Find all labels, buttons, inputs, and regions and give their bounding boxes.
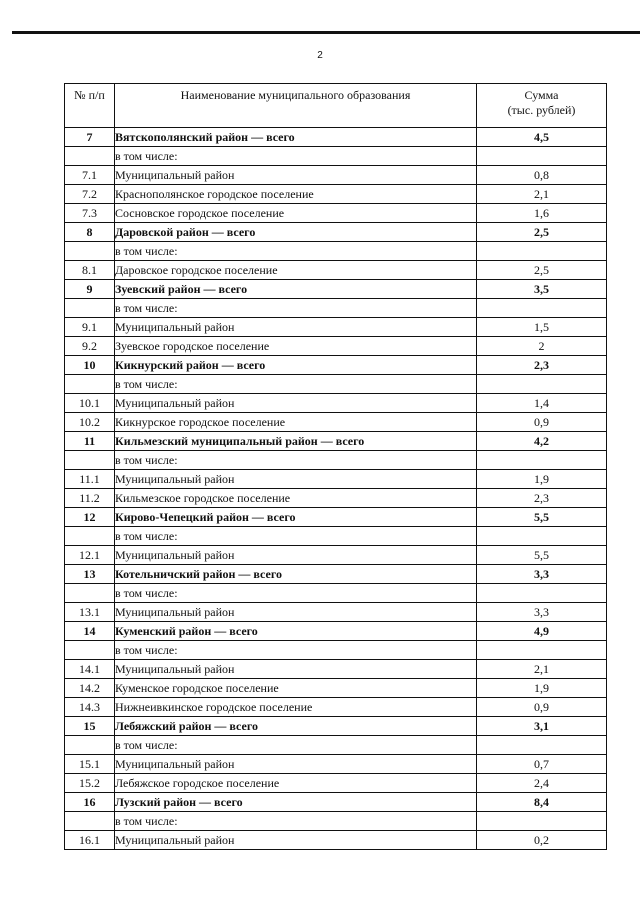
table-row-total — [65, 280, 607, 299]
row-name: в том числе: — [115, 299, 477, 318]
row-number — [65, 375, 115, 394]
row-sum: 3,3 — [477, 603, 607, 622]
table-row-subheading — [65, 375, 607, 394]
row-sum: 2,1 — [477, 185, 607, 204]
table-row — [65, 831, 607, 850]
row-sum — [477, 584, 607, 603]
budget-table — [64, 83, 607, 850]
row-name: Муниципальный район — [115, 470, 477, 489]
row-sum: 1,5 — [477, 318, 607, 337]
table-row-total — [65, 223, 607, 242]
row-number: 11 — [65, 432, 115, 451]
table-row — [65, 660, 607, 679]
header-num: № п/п — [65, 84, 115, 128]
row-number — [65, 812, 115, 831]
row-sum — [477, 375, 607, 394]
row-number: 16.1 — [65, 831, 115, 850]
row-number: 11.1 — [65, 470, 115, 489]
row-sum: 8,4 — [477, 793, 607, 812]
table-row — [65, 755, 607, 774]
row-name: Даровское городское поселение — [115, 261, 477, 280]
header-sum — [477, 84, 607, 128]
table-body — [65, 128, 607, 850]
row-sum — [477, 736, 607, 755]
row-number: 10.2 — [65, 413, 115, 432]
row-number: 15 — [65, 717, 115, 736]
table-row-total — [65, 622, 607, 641]
table-row-subheading — [65, 147, 607, 166]
row-name: Куменский район — всего — [115, 622, 477, 641]
table-header-row — [65, 84, 607, 128]
table-row-total — [65, 432, 607, 451]
table-row — [65, 261, 607, 280]
header-sum-line1: Сумма — [524, 88, 559, 102]
row-name: Муниципальный район — [115, 166, 477, 185]
table-row — [65, 318, 607, 337]
row-number: 14.2 — [65, 679, 115, 698]
row-sum: 1,9 — [477, 470, 607, 489]
table-row — [65, 679, 607, 698]
row-number: 14.3 — [65, 698, 115, 717]
table-row — [65, 774, 607, 793]
row-name: Муниципальный район — [115, 318, 477, 337]
table-row-total — [65, 565, 607, 584]
row-name: Даровской район — всего — [115, 223, 477, 242]
row-number — [65, 451, 115, 470]
row-name: Кильмезский муниципальный район — всего — [115, 432, 477, 451]
table-row-total — [65, 128, 607, 147]
row-number: 12 — [65, 508, 115, 527]
row-number: 16 — [65, 793, 115, 812]
row-sum: 2,4 — [477, 774, 607, 793]
row-sum: 2,5 — [477, 261, 607, 280]
row-sum — [477, 242, 607, 261]
row-number: 7.2 — [65, 185, 115, 204]
row-name: Кикнурский район — всего — [115, 356, 477, 375]
row-name: Котельничский район — всего — [115, 565, 477, 584]
row-name: Лузский район — всего — [115, 793, 477, 812]
row-number: 13.1 — [65, 603, 115, 622]
table-row-total — [65, 356, 607, 375]
row-sum: 3,1 — [477, 717, 607, 736]
row-number: 14.1 — [65, 660, 115, 679]
header-sum-line2: (тыс. рублей) — [507, 103, 576, 117]
row-sum: 4,9 — [477, 622, 607, 641]
row-name: Кикнурское городское поселение — [115, 413, 477, 432]
row-sum: 0,2 — [477, 831, 607, 850]
table-row-subheading — [65, 299, 607, 318]
row-sum — [477, 527, 607, 546]
row-name: в том числе: — [115, 736, 477, 755]
row-sum: 0,9 — [477, 413, 607, 432]
row-name: Краснополянское городское поселение — [115, 185, 477, 204]
table-row — [65, 394, 607, 413]
row-name: Муниципальный район — [115, 660, 477, 679]
table-row-subheading — [65, 451, 607, 470]
table-row-subheading — [65, 584, 607, 603]
row-sum: 1,6 — [477, 204, 607, 223]
table-row — [65, 698, 607, 717]
row-name: Зуевский район — всего — [115, 280, 477, 299]
table-row — [65, 337, 607, 356]
row-number: 9 — [65, 280, 115, 299]
row-number: 8 — [65, 223, 115, 242]
row-sum: 2,1 — [477, 660, 607, 679]
row-sum: 4,2 — [477, 432, 607, 451]
table-row — [65, 204, 607, 223]
table-row-subheading — [65, 242, 607, 261]
row-name: Вятскополянский район — всего — [115, 128, 477, 147]
table-row — [65, 470, 607, 489]
row-name: Муниципальный район — [115, 546, 477, 565]
row-number — [65, 299, 115, 318]
table-row — [65, 185, 607, 204]
row-sum: 0,9 — [477, 698, 607, 717]
row-sum — [477, 812, 607, 831]
table-row — [65, 546, 607, 565]
row-sum: 1,4 — [477, 394, 607, 413]
row-number — [65, 584, 115, 603]
row-name: Муниципальный район — [115, 394, 477, 413]
row-number — [65, 147, 115, 166]
table-row-total — [65, 793, 607, 812]
row-number: 13 — [65, 565, 115, 584]
row-sum: 5,5 — [477, 508, 607, 527]
row-name: Муниципальный район — [115, 831, 477, 850]
row-sum — [477, 641, 607, 660]
table-row-subheading — [65, 812, 607, 831]
row-sum — [477, 451, 607, 470]
row-number: 8.1 — [65, 261, 115, 280]
page-number: 2 — [317, 50, 323, 61]
table-row-subheading — [65, 527, 607, 546]
row-name: Лебяжский район — всего — [115, 717, 477, 736]
row-name: в том числе: — [115, 584, 477, 603]
row-number — [65, 736, 115, 755]
row-name: в том числе: — [115, 242, 477, 261]
row-number: 9.2 — [65, 337, 115, 356]
row-sum: 3,3 — [477, 565, 607, 584]
table-row — [65, 489, 607, 508]
table-row-total — [65, 717, 607, 736]
row-number: 14 — [65, 622, 115, 641]
row-sum: 2 — [477, 337, 607, 356]
row-number: 7 — [65, 128, 115, 147]
table-row-subheading — [65, 736, 607, 755]
row-sum — [477, 299, 607, 318]
row-sum: 4,5 — [477, 128, 607, 147]
row-number: 11.2 — [65, 489, 115, 508]
row-number: 7.3 — [65, 204, 115, 223]
row-name: в том числе: — [115, 641, 477, 660]
table-row — [65, 166, 607, 185]
row-number — [65, 641, 115, 660]
row-name: в том числе: — [115, 527, 477, 546]
header-rule — [12, 31, 640, 34]
table-row — [65, 603, 607, 622]
row-sum: 2,3 — [477, 356, 607, 375]
row-name: в том числе: — [115, 812, 477, 831]
row-sum: 5,5 — [477, 546, 607, 565]
row-number — [65, 527, 115, 546]
row-sum: 0,7 — [477, 755, 607, 774]
row-number — [65, 242, 115, 261]
row-sum: 2,3 — [477, 489, 607, 508]
table-row-subheading — [65, 641, 607, 660]
row-name: в том числе: — [115, 147, 477, 166]
row-sum: 2,5 — [477, 223, 607, 242]
table-row — [65, 413, 607, 432]
row-name: Сосновское городское поселение — [115, 204, 477, 223]
row-name: Зуевское городское поселение — [115, 337, 477, 356]
row-sum: 3,5 — [477, 280, 607, 299]
row-name: в том числе: — [115, 375, 477, 394]
row-name: Муниципальный район — [115, 603, 477, 622]
row-sum: 0,8 — [477, 166, 607, 185]
row-number: 7.1 — [65, 166, 115, 185]
row-number: 12.1 — [65, 546, 115, 565]
row-name: Нижнеивкинское городское поселение — [115, 698, 477, 717]
row-name: Куменское городское поселение — [115, 679, 477, 698]
row-number: 10.1 — [65, 394, 115, 413]
row-name: в том числе: — [115, 451, 477, 470]
row-name: Лебяжское городское поселение — [115, 774, 477, 793]
row-number: 15.1 — [65, 755, 115, 774]
row-name: Кильмезское городское поселение — [115, 489, 477, 508]
row-number: 10 — [65, 356, 115, 375]
table-row-total — [65, 508, 607, 527]
row-number: 9.1 — [65, 318, 115, 337]
row-sum — [477, 147, 607, 166]
row-name: Кирово-Чепецкий район — всего — [115, 508, 477, 527]
row-name: Муниципальный район — [115, 755, 477, 774]
row-number: 15.2 — [65, 774, 115, 793]
row-sum: 1,9 — [477, 679, 607, 698]
header-name: Наименование муниципального образования — [115, 84, 477, 128]
